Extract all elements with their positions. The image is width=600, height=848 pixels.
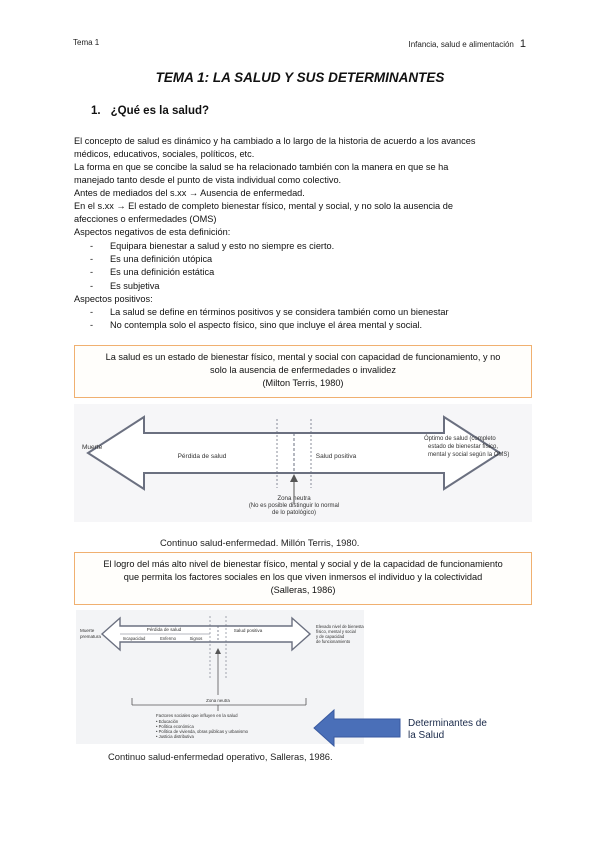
figure-health-continuum <box>74 404 532 522</box>
list-item: - Es una definición utópica <box>90 254 213 264</box>
list-item: - Equipara bienestar a salud y esto no siempre es cierto. <box>90 241 335 251</box>
annotation-line: la Salud <box>408 730 445 741</box>
paragraph-line: Antes de mediados del s.xx → Ausencia de enfermedad. <box>74 188 305 198</box>
paragraph-line: En el s.xx → El estado de completo bienestar físico, mental y social, y no solo la ausencia de <box>74 201 453 211</box>
death-label: prematura <box>80 634 101 639</box>
death-label: Muerte <box>82 444 103 451</box>
factor-item: • Política de vivienda, obras públicas y urbanismo <box>156 729 249 734</box>
optimum-label-line: Elevado nivel de bienestar <box>316 624 364 629</box>
positive-health-label: Salud positiva <box>233 628 263 633</box>
neutral-zone-note: de lo patológico) <box>271 510 317 516</box>
health-loss-label: Pérdida de salud <box>146 627 182 632</box>
paragraph-line: manejado tanto desde el punto de vista individual como colectivo. <box>74 175 342 185</box>
optimum-label-line: estado de bienestar físico, <box>428 444 499 450</box>
optimum-label-line: y de capacidad <box>316 634 345 639</box>
positive-health-label: Salud positiva <box>315 453 357 460</box>
neutral-zone-note: (No es posible distinguir lo normal <box>248 503 340 509</box>
neutral-zone-label: Zona neutra <box>277 495 311 502</box>
stage-label: Enfermo <box>160 636 176 641</box>
optimum-label-line: Óptimo de salud (completo <box>424 436 496 442</box>
quote-line: La salud es un estado de bienestar físico, mental y social con capacidad de funcionamiento, y no <box>105 352 501 362</box>
quote-line: El logro del más alto nivel de bienestar físico, mental y social y de la capacidad de funcionamiento <box>103 559 503 569</box>
health-loss-label: Pérdida de salud <box>177 453 227 460</box>
paragraph-line: La forma en que se concibe la salud se ha relacionado también con la manera en que se ha <box>74 162 449 172</box>
left-arrow-icon <box>312 708 402 748</box>
paragraph-line: El concepto de salud es dinámico y ha cambiado a lo largo de la historia de acuerdo a los avances <box>74 136 476 146</box>
death-label: Muerte <box>80 628 95 633</box>
header-left: Tema 1 <box>73 38 100 47</box>
quote-box-salleras <box>74 552 532 605</box>
optimum-label-line: físico, mental y social <box>316 629 356 634</box>
quote-source: (Milton Terris, 1980) <box>262 377 344 388</box>
optimum-label-line: mental y social según la OMS) <box>428 452 510 458</box>
annotation-determinants <box>408 718 487 742</box>
list-item: - No contempla solo el aspecto físico, sino que incluye el área mental y social. <box>90 320 423 330</box>
pointer-arrowhead <box>215 648 221 654</box>
quote-line: solo la ausencia de enfermedades o invalidez <box>210 364 396 375</box>
factor-item: • Justicia distributiva <box>156 734 194 739</box>
factors-title: Factores sociales que influyen en la salud <box>156 713 238 718</box>
factor-item: • Política económica <box>156 724 194 729</box>
section-number: 1. <box>91 105 101 117</box>
section-heading <box>91 105 209 117</box>
list-item: - Es una definición estática <box>90 267 215 277</box>
neutral-zone-label: Zona neutra <box>206 698 230 703</box>
figure1-caption: Continuo salud-enfermedad. Millón Terris, 1980. <box>160 537 360 548</box>
optimum-label-line: de funcionamiento <box>316 639 351 644</box>
paragraph-line: Aspectos negativos de esta definición: <box>74 227 231 237</box>
figure2-caption: Continuo salud-enfermedad operativo, Salleras, 1986. <box>108 751 333 762</box>
document-title: TEMA 1: LA SALUD Y SUS DETERMINANTES <box>155 70 445 85</box>
quote-line: que permita los factores sociales en los que viven inmersos el individuo y la colectividad <box>123 571 483 582</box>
annotation-line: Determinantes de <box>408 718 487 729</box>
paragraph-line: afecciones o enfermedades (OMS) <box>74 214 217 224</box>
quote-box-terris <box>74 345 532 398</box>
page-number: 1 <box>519 38 526 50</box>
quote-source: (Salleras, 1986) <box>270 584 336 595</box>
header-course: Infancia, salud e alimentación <box>408 40 514 49</box>
positives-heading: Aspectos positivos: <box>74 294 153 304</box>
continuum-diagram <box>74 404 532 522</box>
stage-label: Signos <box>189 636 203 641</box>
paragraph-line: médicos, educativos, sociales, políticos, etc. <box>74 149 255 159</box>
header-right <box>408 38 526 50</box>
factor-item: • Educación <box>156 719 179 724</box>
pointer-arrowhead <box>290 474 298 482</box>
stage-label: Incapacidad <box>122 636 146 641</box>
list-item: - La salud se define en términos positivos y se considera también como un bienestar <box>90 307 449 317</box>
section-title: ¿Qué es la salud? <box>110 105 210 117</box>
list-item: - Es subjetiva <box>90 281 160 291</box>
